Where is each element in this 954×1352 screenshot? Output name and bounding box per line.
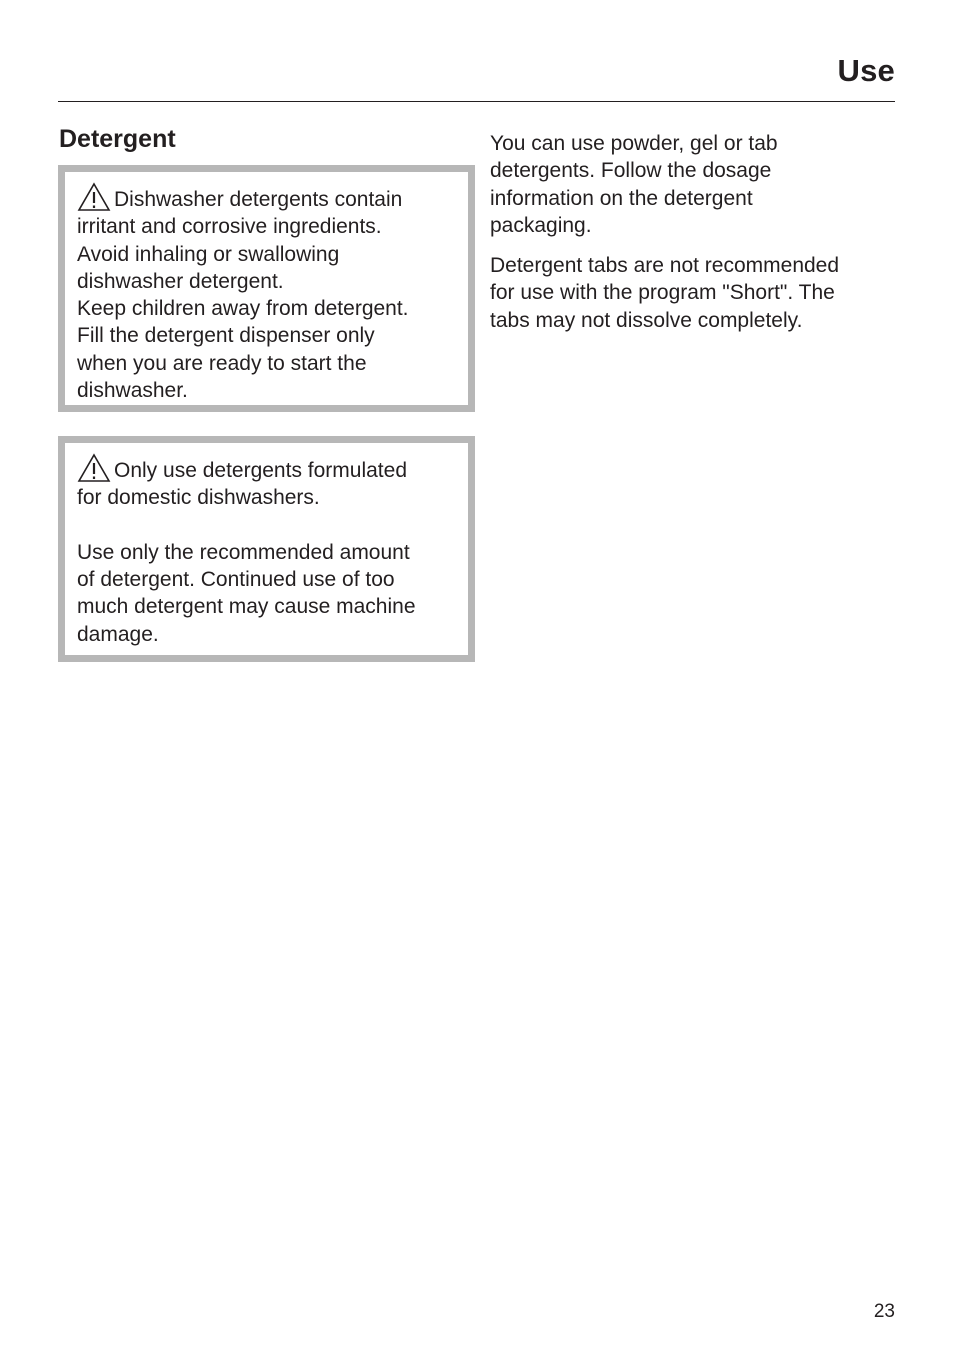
warning-2-paragraph-1: Only use detergents formulated for domestic dishwashers. — [77, 459, 407, 510]
body-text-column — [490, 130, 890, 347]
page-header — [58, 48, 895, 102]
page-title: Use — [837, 53, 895, 88]
paragraph-spacer — [77, 512, 468, 539]
warning-2-paragraph-2: Use only the recommended amount of detergent. Continued use of too much detergent may cause machine damage. — [77, 540, 416, 646]
body-paragraph-2: Detergent tabs are not recommended for use with the program "Short". The tabs may not dissolve completely. — [490, 254, 840, 332]
warning-2-text — [77, 453, 468, 512]
warning-1-text — [77, 182, 468, 404]
warning-box-2 — [58, 436, 475, 662]
body-paragraph-1: You can use powder, gel or tab detergents. Follow the dosage information on the detergent packaging. — [490, 132, 778, 237]
page-number: 23 — [873, 1301, 895, 1322]
warning-triangle-icon — [77, 182, 111, 212]
section-title: Detergent — [59, 125, 176, 153]
warning-triangle-icon — [77, 453, 111, 483]
warning-1-paragraph-1: Dishwasher detergents contain irritant and corrosive ingredients. Avoid inhaling or swallowing dishwasher detergent. Keep children away from detergent. Fill the detergent dispenser only when you are ready to start the dishwasher. — [77, 188, 409, 403]
warning-box-1 — [58, 165, 475, 412]
